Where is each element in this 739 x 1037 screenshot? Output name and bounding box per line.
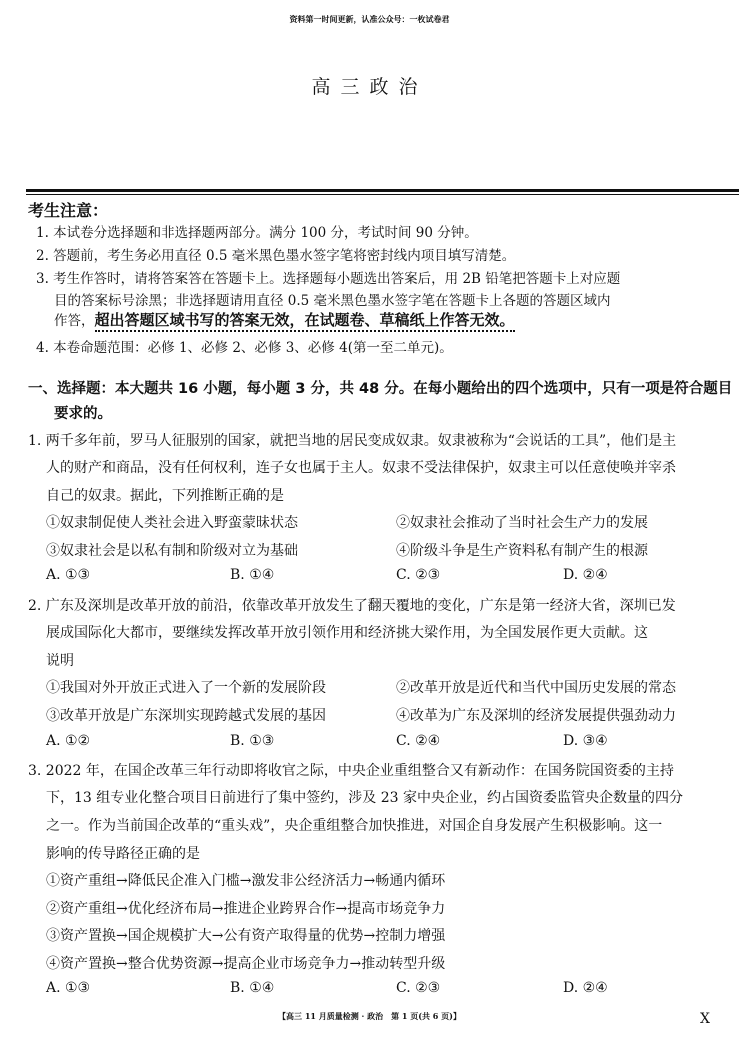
notice-item-2: 2. 答题前，考生务必用直径 0.5 毫米黑色墨水签字笔将密封线内项目填写清楚。: [36, 248, 516, 264]
q2-statement-4: ④改革为广东及深圳的经济发展提供强劲动力: [396, 708, 676, 724]
q2-option-a: A. ①②: [46, 733, 91, 749]
q1-statement-4: ④阶级斗争是生产资料私有制产生的根源: [396, 543, 648, 559]
section-heading-line-2: 要求的。: [54, 406, 112, 422]
q3-stem-line-3: 之一。作为当前国企改革的“重头戏”，央企重组整合加快推进，对国企自身发展产生积极影响。这一: [46, 818, 663, 834]
q3-option-a: A. ①③: [46, 980, 91, 996]
q1-option-b: B. ①④: [230, 567, 275, 583]
q2-stem-line-3: 说明: [46, 653, 74, 669]
q3-option-c: C. ②③: [396, 980, 441, 996]
q1-statement-3: ③奴隶社会是以私有制和阶级对立为基础: [46, 543, 298, 559]
notice-item-3-line-1: 3. 考生作答时，请将答案答在答题卡上。选择题每小题选出答案后，用 2B 铅笔把答题卡上对应题: [36, 271, 621, 287]
q1-stem-line-3: 自己的奴隶。据此，下列推断正确的是: [46, 488, 284, 504]
q1-option-d: D. ②④: [563, 567, 608, 583]
q3-option-b: B. ①④: [230, 980, 275, 996]
q2-statement-3: ③改革开放是广东深圳实现跨越式发展的基因: [46, 708, 326, 724]
q1-statement-1: ①奴隶制促使人类社会进入野蛮蒙昧状态: [46, 515, 298, 531]
divider-thin: [26, 194, 739, 195]
q3-stem-line-2: 下，13 组专业化整合项目日前进行了集中签约，涉及 23 家中央企业，约占国资委监管央企数量的四分: [46, 790, 683, 806]
notice-item-3-prefix: 作答，: [54, 313, 95, 329]
section-heading-line-1: 一、选择题：本大题共 16 小题，每小题 3 分，共 48 分。在每小题给出的四个选项中，只有一项是符合题目: [28, 381, 733, 397]
q1-stem-line-2: 人的财产和商品，没有任何权利，连子女也属于主人。奴隶不受法律保护，奴隶主可以任意使唤并宰杀: [46, 460, 676, 476]
q2-stem-line-2: 展成国际化大都市，要继续发挥改革开放引领作用和经济挑大梁作用，为全国发展作更大贡献。这: [46, 625, 648, 641]
notice-title: 考生注意：: [28, 201, 109, 220]
q2-statement-1: ①我国对外开放正式进入了一个新的发展阶段: [46, 680, 326, 696]
q3-stem-line-1: 3. 2022 年，在国企改革三年行动即将收官之际，中央企业重组整合又有新动作：在国务院国资委的主持: [28, 763, 674, 779]
footer-mark: X: [700, 1011, 710, 1027]
notice-item-4: 4. 本卷命题范围：必修 1、必修 2、必修 3、必修 4(第一至二单元)。: [36, 340, 453, 356]
q3-path-3: ③资产置换→国企规模扩大→公有资产取得量的优势→控制力增强: [46, 928, 446, 944]
notice-item-3-line-3: [54, 309, 515, 330]
notice-item-1: 1. 本试卷分选择题和非选择题两部分。满分 100 分，考试时间 90 分钟。: [36, 225, 478, 241]
q3-option-d: D. ②④: [563, 980, 608, 996]
notice-item-3-line-2: 目的答案标号涂黑；非选择题请用直径 0.5 毫米黑色墨水签字笔在答题卡上各题的答题区域内: [54, 293, 611, 309]
q3-stem-line-4: 影响的传导路径正确的是: [46, 846, 200, 862]
q2-stem-line-1: 2. 广东及深圳是改革开放的前沿，依靠改革开放发生了翻天覆地的变化，广东是第一经济大省，深圳已发: [28, 598, 676, 614]
notice-item-3-emphasis: 超出答题区域书写的答案无效，在试题卷、草稿纸上作答无效。: [95, 311, 515, 332]
q2-option-d: D. ③④: [563, 733, 608, 749]
q1-option-c: C. ②③: [396, 567, 441, 583]
q3-path-2: ②资产重组→优化经济布局→推进企业跨界合作→提高市场竞争力: [46, 901, 446, 917]
q3-path-4: ④资产置换→整合优势资源→提高企业市场竞争力→推动转型升级: [46, 956, 446, 972]
q2-option-c: C. ②④: [396, 733, 441, 749]
q1-option-a: A. ①③: [46, 567, 91, 583]
q1-stem-line-1: 1. 两千多年前，罗马人征服别的国家，就把当地的居民变成奴隶。奴隶被称为“会说话的工具”，他们是主: [28, 433, 677, 449]
page-title: 高三政治: [311, 76, 428, 98]
q2-statement-2: ②改革开放是近代和当代中国历史发展的常态: [396, 680, 676, 696]
q2-option-b: B. ①③: [230, 733, 275, 749]
divider-thick: [26, 189, 739, 192]
header-note: 资料第一时间更新，认准公众号：一枚试卷君: [289, 14, 450, 24]
q1-statement-2: ②奴隶社会推动了当时社会生产力的发展: [396, 515, 648, 531]
q3-path-1: ①资产重组→降低民企准入门槛→激发非公经济活力→畅通内循环: [46, 873, 446, 889]
page-footer: 【高三 11 月质量检测 · 政治 第 1 页(共 6 页)】: [278, 1011, 461, 1021]
